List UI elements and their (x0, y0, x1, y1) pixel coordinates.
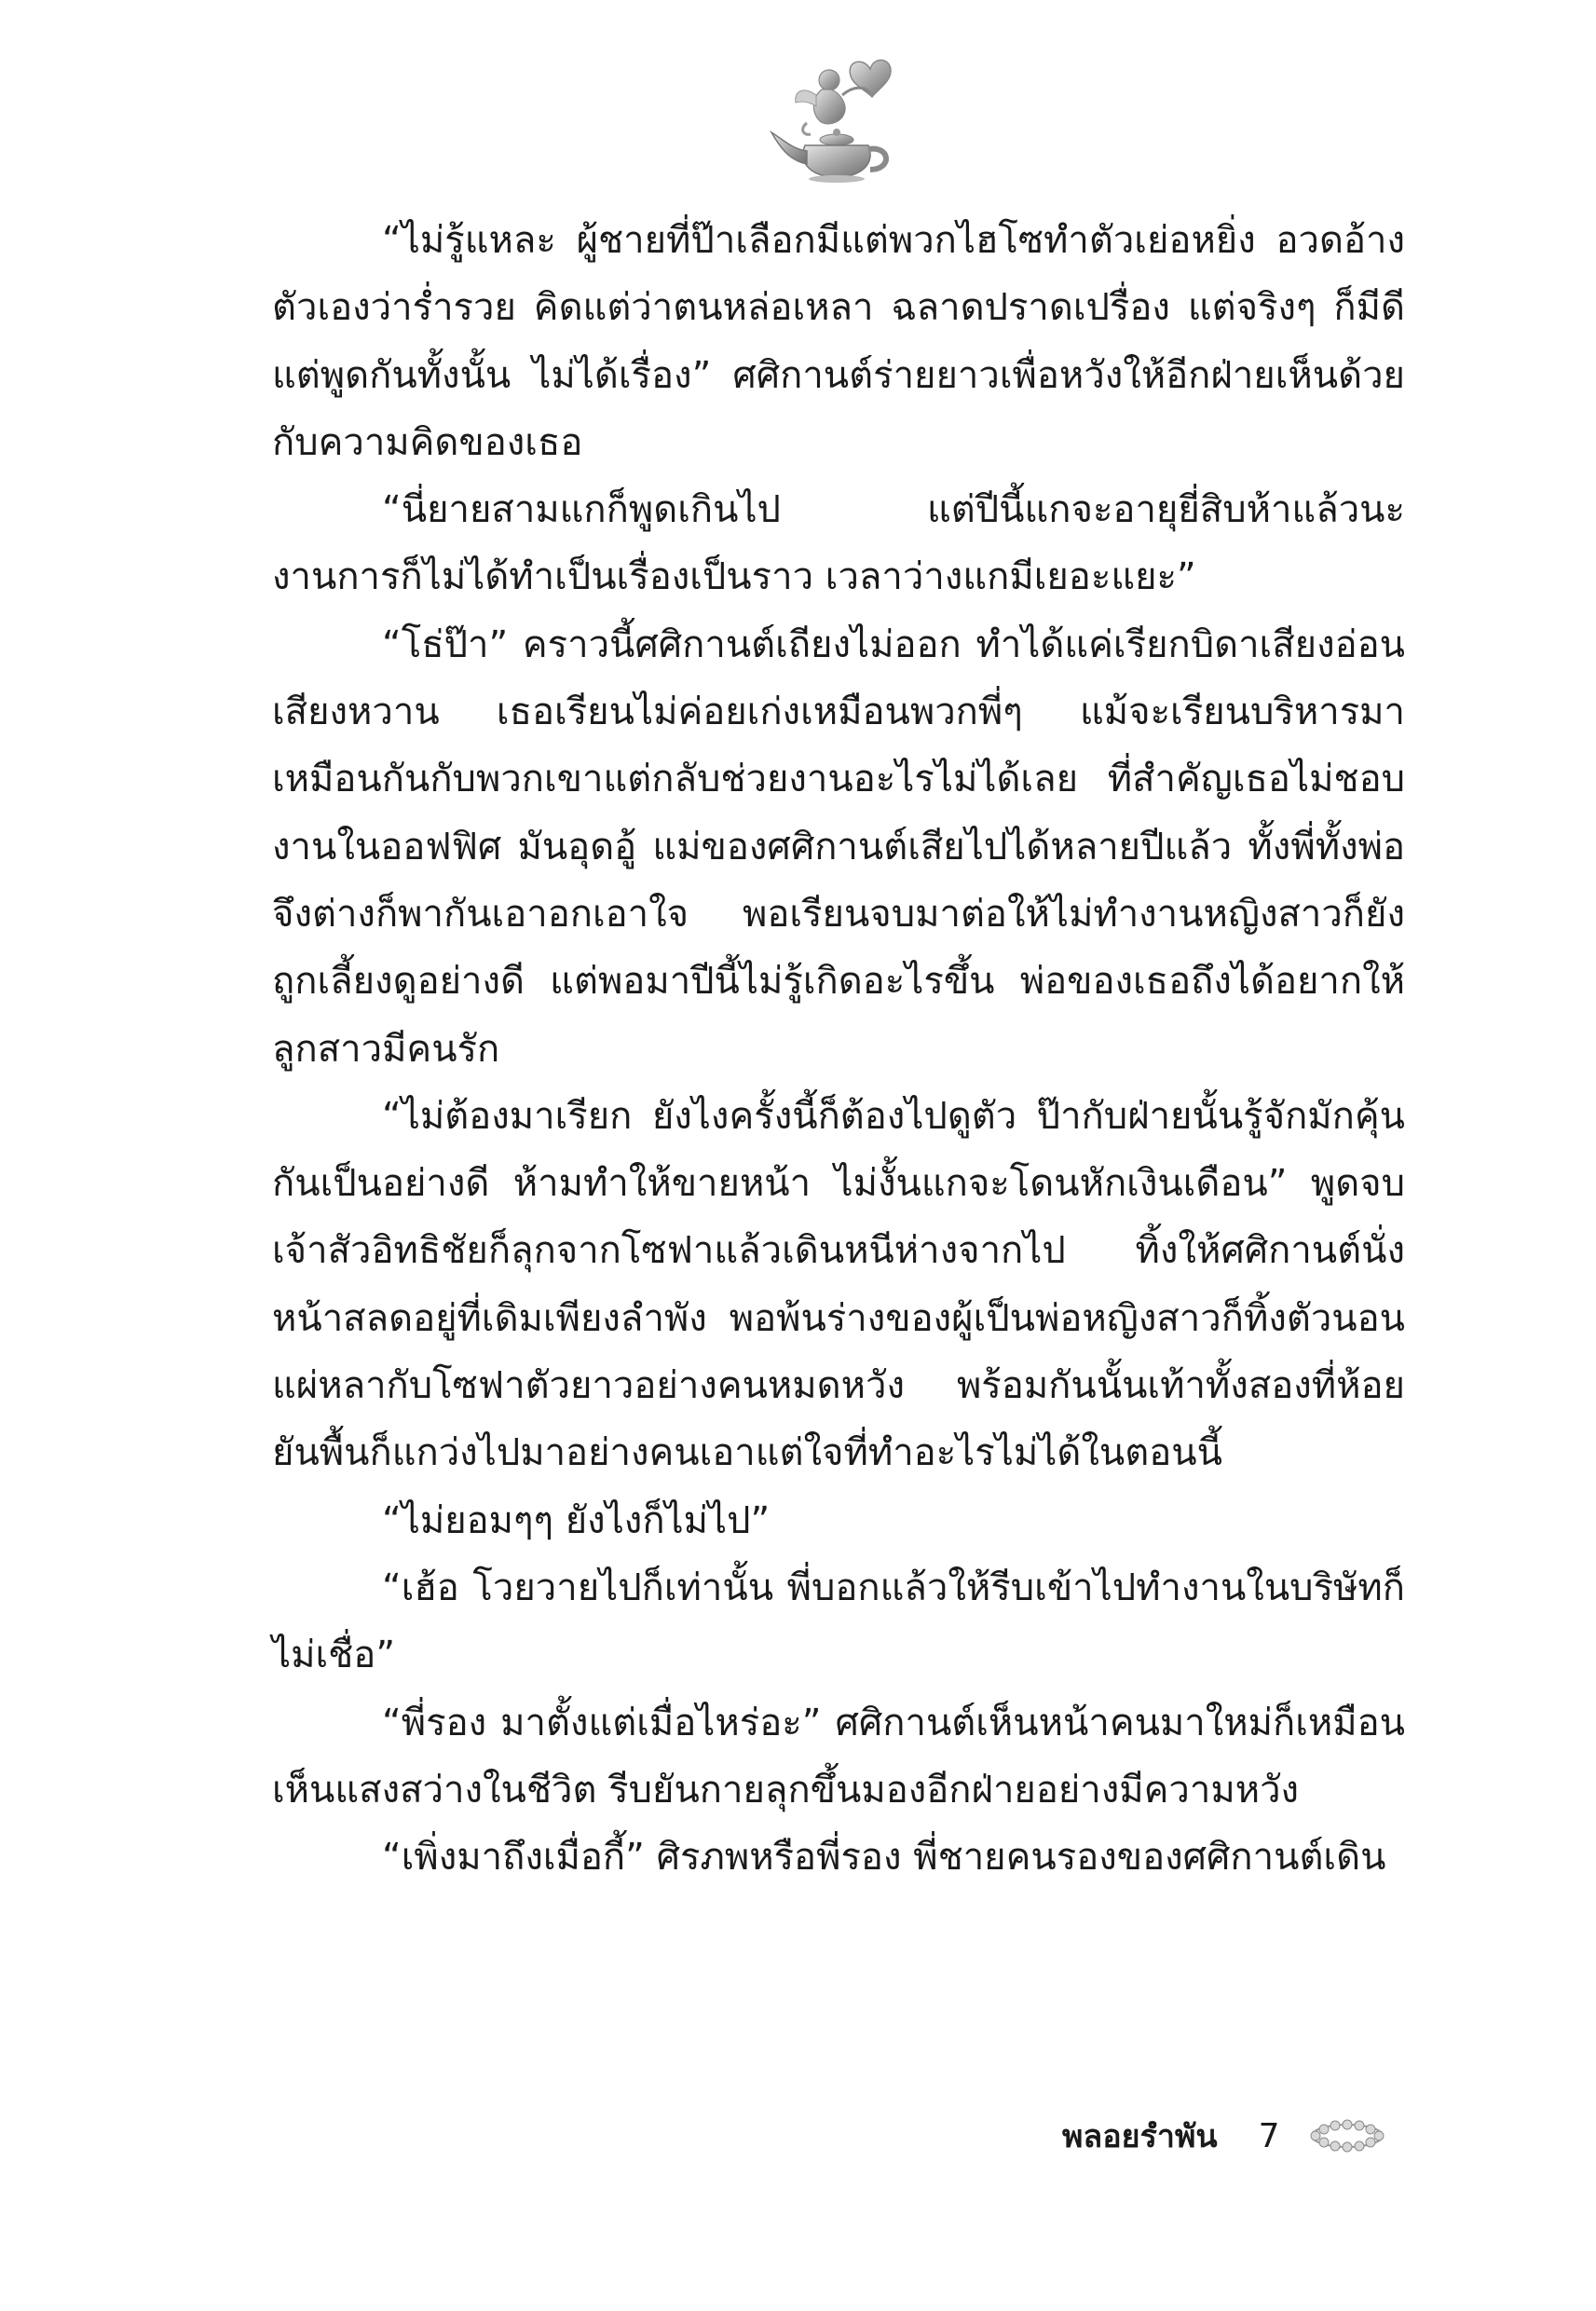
page-number: 7 (1258, 2116, 1280, 2155)
paragraph: “ไม่ยอมๆๆ ยังไงก็ไม่ไป” (382, 1498, 771, 1542)
bead-bracelet-icon (1308, 2119, 1386, 2153)
paragraph: “โธ่ป๊า” คราวนี้ศศิกานต์เถียงไม่ออก ทำได้แค่เรียกบิดาเสียงอ่อนเสียงหวาน เธอเรียนไม่ค่อยเก่งเหมือนพวกพี่ๆ แม้จะเรียนบริหารมาเหมือนกันกับพวกเขาแต่กลับช่วยงานอะไรไม่ได้เลย ที่สำคัญเธอไม่ชอบงานในออฟฟิศ มันอุดอู้ แม่ของศศิกานต์เสียไปได้หลายปีแล้ว ทั้งพี่ทั้งพ่อจึงต่างก็พากันเอาอกเอาใจ พอเรียนจบมาต่อให้ไม่ทำงานหญิงสาวก็ยังถูกเลี้ยงดูอย่างดี แต่พอมาปีนี้ไม่รู้เกิดอะไรขึ้น พ่อของเธอถึงได้อยากให้ลูกสาวมีคนรัก (272, 622, 1405, 1071)
page-footer (1062, 2108, 1453, 2164)
paragraph: “เพิ่งมาถึงเมื่อกี้” ศิรภพหรือพี่รอง พี่ชายคนรองของศศิกานต์เดิน (382, 1836, 1386, 1880)
paragraph: “นี่ยายสามแกก็พูดเกินไป แต่ปีนี้แกจะอายุยี่สิบห้าแล้วนะ งานการก็ไม่ได้ทำเป็นเรื่องเป็นราว เวลาว่างแกมีเยอะแยะ” (272, 488, 1405, 599)
body-text (272, 207, 1405, 1891)
book-title: พลอยรำพัน (1062, 2118, 1218, 2155)
paragraph: “เฮ้อ โวยวายไปก็เท่านั้น พี่บอกแล้วให้รีบเข้าไปทำงานในบริษัทก็ไม่เชื่อ” (272, 1566, 1405, 1677)
paragraph: “พี่รอง มาตั้งแต่เมื่อไหร่อะ” ศศิกานต์เห็นหน้าคนมาใหม่ก็เหมือนเห็นแสงสว่างในชีวิต รีบยันกายลุกขึ้นมองอีกฝ่ายอย่างมีความหวัง (272, 1701, 1405, 1812)
teapot-cherub-ornament-icon (751, 48, 919, 188)
paragraph: “ไม่รู้แหละ ผู้ชายที่ป๊าเลือกมีแต่พวกไฮโซทำตัวเย่อหยิ่ง อวดอ้างตัวเองว่าร่ำรวย คิดแต่ว่าตนหล่อเหลา ฉลาดปราดเปรื่อง แต่จริงๆ ก็มีดีแต่พูดกันทั้งนั้น ไม่ได้เรื่อง” ศศิกานต์ร่ายยาวเพื่อหวังให้อีกฝ่ายเห็นด้วยกับความคิดของเธอ (272, 219, 1405, 464)
paragraph: “ไม่ต้องมาเรียก ยังไงครั้งนี้ก็ต้องไปดูตัว ป๊ากับฝ่ายนั้นรู้จักมักคุ้นกันเป็นอย่างดี ห้ามทำให้ขายหน้า ไม่งั้นแกจะโดนหักเงินเดือน” พูดจบเจ้าสัวอิทธิชัยก็ลุกจากโซฟาแล้วเดินหนีห่างจากไป ทิ้งให้ศศิกานต์นั่งหน้าสลดอยู่ที่เดิมเพียงลำพัง พอพ้นร่างของผู้เป็นพ่อหญิงสาวก็ทิ้งตัวนอนแผ่หลากับโซฟาตัวยาวอย่างคนหมดหวัง พร้อมกันนั้นเท้าทั้งสองที่ห้อยยันพื้นก็แกว่งไปมาอย่างคนเอาแต่ใจที่ทำอะไรไม่ได้ในตอนนี้ (272, 1094, 1405, 1475)
